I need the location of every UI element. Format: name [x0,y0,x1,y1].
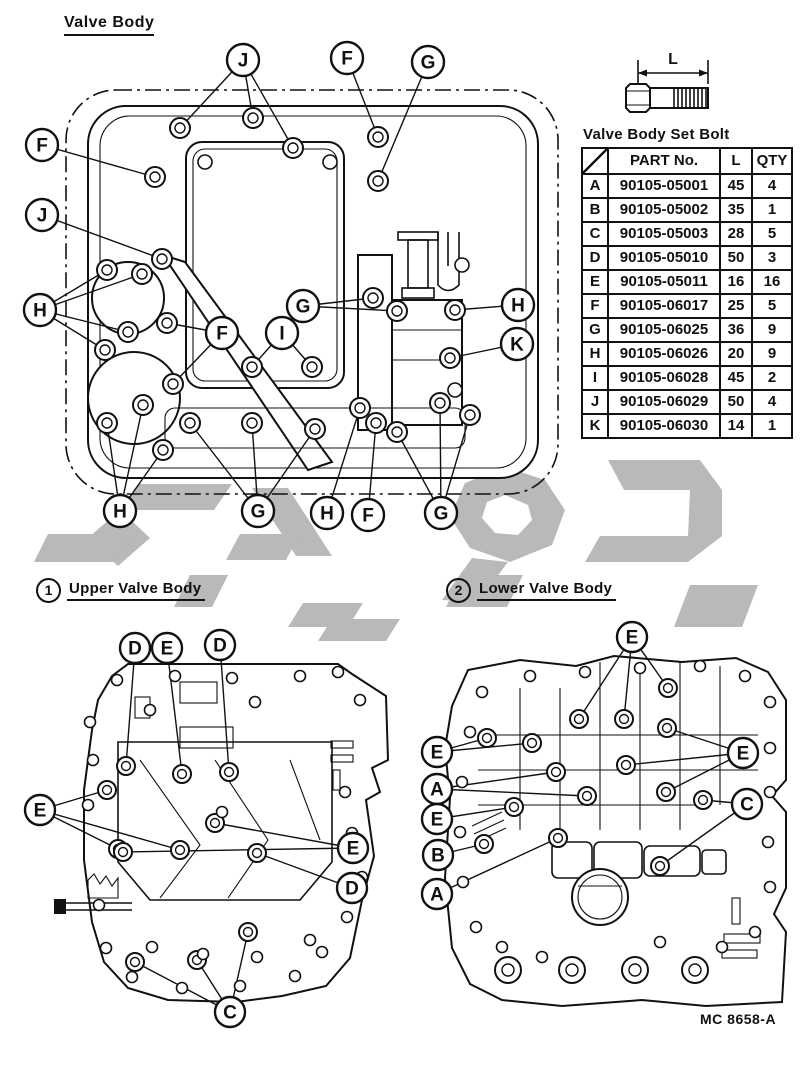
callout-main-0 [227,44,259,76]
bolt-table-body [582,174,792,438]
bolt-table-title: Valve Body Set Bolt [583,126,730,143]
callout-letter: F [341,48,353,70]
page-title: Valve Body [64,14,154,36]
header-cell-qty: QTY [752,148,792,174]
cell-qty: 1 [752,198,792,222]
cell-l: 35 [720,198,752,222]
cell-part_no: 90105-05003 [608,222,720,246]
section-lower-valve-body [446,578,616,603]
cell-qty: 3 [752,246,792,270]
cell-part_no: 90105-06028 [608,366,720,390]
callout-upper-3 [25,795,55,825]
callout-letter: H [33,300,47,322]
cell-part_no: 90105-05001 [608,174,720,198]
callout-letter: J [237,50,249,72]
callout-letter: D [345,878,359,900]
table-row [582,174,792,198]
callout-letter: G [420,52,436,74]
cell-l: 20 [720,342,752,366]
callout-lower-2 [422,774,452,804]
section-number-circle: 1 [36,578,61,603]
callout-main-4 [26,199,58,231]
callout-letter: I [279,323,285,345]
callout-main-12 [242,495,274,527]
cell-key: K [582,414,608,438]
callout-letter: C [740,794,754,816]
cell-key: G [582,318,608,342]
table-row [582,270,792,294]
cell-qty: 9 [752,318,792,342]
callout-letter: E [736,743,750,765]
table-row [582,222,792,246]
cell-part_no: 90105-06029 [608,390,720,414]
cell-l: 14 [720,414,752,438]
section-label: Lower Valve Body [477,580,616,601]
callout-letter: F [362,505,374,527]
callout-letter: F [36,135,48,157]
callout-letter: H [113,501,127,523]
cell-key: H [582,342,608,366]
callout-main-7 [206,317,238,349]
section-label: Upper Valve Body [67,580,205,601]
callout-letter: E [160,638,174,660]
cell-l: 36 [720,318,752,342]
header-cell-diagonal [582,148,608,174]
section-upper-valve-body [36,578,205,603]
cell-key: B [582,198,608,222]
cell-qty: 16 [752,270,792,294]
hex-bolt-icon [626,84,708,112]
table-row [582,390,792,414]
callout-upper-4 [338,833,368,863]
header-cell-length: L [720,148,752,174]
callout-letter: G [250,501,266,523]
callout-main-15 [425,497,457,529]
callout-upper-2 [205,630,235,660]
table-row [582,294,792,318]
callout-main-11 [104,495,136,527]
callout-main-5 [24,294,56,326]
callout-lower-7 [732,789,762,819]
section-number-circle: 2 [446,578,471,603]
callout-main-6 [287,290,319,322]
callout-main-13 [311,497,343,529]
cell-l: 28 [720,222,752,246]
table-row [582,318,792,342]
table-row [582,342,792,366]
callout-letter: C [223,1002,237,1024]
callout-lower-5 [422,879,452,909]
callout-letter: G [295,296,311,318]
figure-code: MC 8658-A [700,1011,777,1027]
cell-qty: 4 [752,390,792,414]
callout-letter: E [430,809,444,831]
cell-part_no: 90105-05011 [608,270,720,294]
callout-letter: A [430,779,444,801]
cell-part_no: 90105-05002 [608,198,720,222]
cell-key: J [582,390,608,414]
callout-lower-0 [617,622,647,652]
cell-key: F [582,294,608,318]
table-row [582,246,792,270]
callout-letter: K [510,334,524,356]
cell-qty: 5 [752,222,792,246]
cell-key: I [582,366,608,390]
cell-key: A [582,174,608,198]
callout-main-10 [501,328,533,360]
callout-letter: D [128,638,142,660]
callout-letter: A [430,884,444,906]
callout-lower-3 [422,804,452,834]
callout-upper-0 [120,633,150,663]
cell-key: D [582,246,608,270]
lower-valve-body-diagram [422,622,786,1006]
bolt-length-legend [626,51,708,112]
cell-l: 25 [720,294,752,318]
callout-main-1 [331,42,363,74]
cell-key: C [582,222,608,246]
cell-l: 16 [720,270,752,294]
cell-qty: 4 [752,174,792,198]
callout-letter: E [625,627,639,649]
callout-main-3 [26,129,58,161]
callout-letter: G [433,503,449,525]
callout-main-14 [352,499,384,531]
callout-letter: B [431,845,445,867]
cell-qty: 9 [752,342,792,366]
table-row [582,366,792,390]
callout-letter: D [213,635,227,657]
cell-l: 45 [720,174,752,198]
cell-part_no: 90105-06025 [608,318,720,342]
cell-part_no: 90105-06026 [608,342,720,366]
bolt-table-panel [581,126,793,439]
callout-main-8 [266,317,298,349]
cell-part_no: 90105-06030 [608,414,720,438]
cell-qty: 5 [752,294,792,318]
cell-part_no: 90105-05010 [608,246,720,270]
cell-l: 45 [720,366,752,390]
cell-qty: 1 [752,414,792,438]
watermark-logo [34,460,758,641]
callout-main-9 [502,289,534,321]
cell-key: E [582,270,608,294]
table-row [582,414,792,438]
callout-upper-1 [152,633,182,663]
cell-l: 50 [720,246,752,270]
upper-valve-body-diagram [25,630,388,1027]
callout-letter: F [216,323,228,345]
callout-lower-6 [728,738,758,768]
cell-qty: 2 [752,366,792,390]
callout-upper-5 [337,873,367,903]
callout-letter: E [33,800,47,822]
callout-letter: E [346,838,360,860]
bolt-table [581,147,793,439]
callout-lower-4 [423,840,453,870]
callout-letter: E [430,742,444,764]
cell-l: 50 [720,390,752,414]
callout-letter: H [320,503,334,525]
table-header-row [582,148,792,174]
callout-main-2 [412,46,444,78]
cell-part_no: 90105-06017 [608,294,720,318]
main-valve-body-diagram [24,42,558,531]
callout-letter: J [36,205,48,227]
table-row [582,198,792,222]
callout-letter: H [511,295,525,317]
dimension-label: L [668,51,678,68]
header-cell-part: PART No. [608,148,720,174]
callout-lower-1 [422,737,452,767]
callout-upper-6 [215,997,245,1027]
